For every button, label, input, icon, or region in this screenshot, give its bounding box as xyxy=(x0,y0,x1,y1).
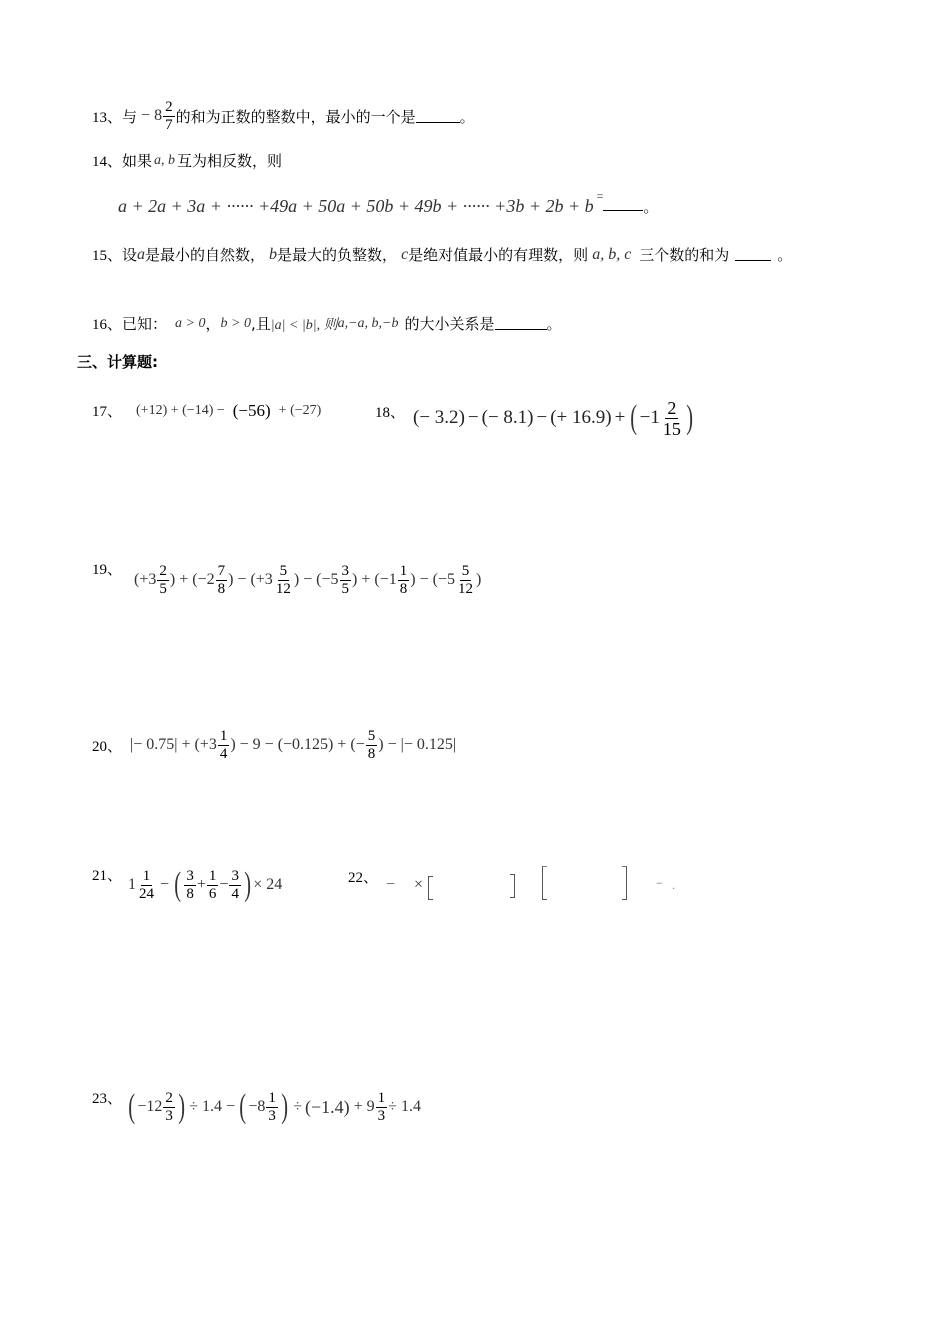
question-number: 21、 xyxy=(92,868,123,884)
section-title: 三、计算题: xyxy=(77,353,158,371)
fraction: $\frac{1}{6}$ xyxy=(208,867,217,902)
fraction: $\frac{2}{7}$ xyxy=(165,98,173,133)
question-number: 18、 xyxy=(375,405,406,421)
fraction: $\frac{2}{5}$ xyxy=(159,562,167,597)
question-number: 19、 xyxy=(92,562,123,578)
question-number: 17、 xyxy=(92,404,123,420)
question-23: 23、 ( −12 $\frac{2}{3}$ ) ÷ 1.4 − ( −8 $\frac{1}{3}$ ) ÷ (−1.4) + 9 $\frac{1}{3}$ ÷ 1.4 xyxy=(92,1088,421,1125)
question-14-expression: a + 2a + 3a + ······ +49a + 50a + 50b + 49b + ······ +3b + 2b + b = 。 xyxy=(118,189,659,216)
fraction: $\frac{2}{15}$ xyxy=(662,397,681,439)
question-number: 14、 xyxy=(92,154,123,170)
fraction: $\frac{5}{12}$ xyxy=(457,562,473,597)
question-number: 13、 xyxy=(92,109,123,126)
question-number: 22、 xyxy=(348,870,379,886)
answer-blank[interactable] xyxy=(603,202,643,211)
question-number: 23、 xyxy=(92,1091,123,1107)
fraction: $\frac{1}{4}$ xyxy=(219,727,228,762)
question-15: 15、 设 a 是最小的自然数， b 是最大的负整数， c 是绝对值最小的有理数，则 a, b, c 三个数的和为 。 xyxy=(92,245,793,264)
left-bracket xyxy=(542,866,547,900)
question-17: 17、 (+12) + (−14) − (−56) + (−27) xyxy=(92,400,322,420)
formula: a + 2a + 3a + ······ +49a + 50a + 50b + 49b + ······ +3b + 2b + b xyxy=(118,196,594,216)
answer-blank[interactable] xyxy=(416,110,460,123)
fraction: $\frac{1}{8}$ xyxy=(399,562,408,597)
question-19: 19、 (+3 $\frac{2}{5}$ ) + (−2 $\frac{7}{8}$ ) − (+3 $\frac{5}{12}$ ) − (−5 $\frac{3}{5}$ ) + (−1 $\frac{1}{8}$ ) − (−5 $\frac{5}{12}$ ) xyxy=(92,556,481,604)
question-18: 18、 ( − 3.2 ) − ( − 8.1 ) − ( + 16.9 ) + ( −1 $\frac{2}{15}$ ) xyxy=(375,397,693,439)
answer-blank[interactable] xyxy=(495,317,547,330)
fraction: $\frac{3}{8}$ xyxy=(186,867,194,902)
fraction: $\frac{5}{12}$ xyxy=(275,562,291,597)
right-bracket xyxy=(622,866,627,900)
question-14: 14、 如果 a, b 互为相反数，则 xyxy=(92,152,283,170)
fraction: $\frac{3}{4}$ xyxy=(231,867,239,902)
fraction: $\frac{7}{8}$ xyxy=(217,562,226,597)
fraction: $\frac{5}{8}$ xyxy=(367,727,376,762)
question-number: 16、 xyxy=(92,317,123,333)
left-bracket xyxy=(428,876,433,900)
fraction: $\frac{2}{3}$ xyxy=(165,1089,173,1124)
question-13: 13、 与 − 8 $\frac{2}{7}$ 的和为正数的整数中，最小的一个是 。 xyxy=(92,98,475,133)
question-21: 21、 1 $\frac{1}{24}$ − ( $\frac{3}{8}$ + $\frac{1}{6}$ − $\frac{3}{4}$ ) × 24 xyxy=(92,866,283,903)
right-bracket xyxy=(510,874,515,898)
fraction: $\frac{3}{5}$ xyxy=(341,562,350,597)
question-22: 22、 − × − . xyxy=(348,862,688,907)
question-number: 15、 xyxy=(92,248,123,264)
fraction: $\frac{1}{3}$ xyxy=(268,1089,276,1124)
fraction: $\frac{1}{3}$ xyxy=(377,1089,386,1124)
question-16: 16、 已知： a > 0 ， b > 0 ,且 |a| < |b|, 则 a,−a, b,−b 的大小关系是 。 xyxy=(92,315,562,333)
answer-blank[interactable] xyxy=(735,248,771,261)
question-20: 20、 |− 0.75| + (+3 $\frac{1}{4}$ ) − 9 − (−0.125) + (− $\frac{5}{8}$ ) − |− 0.125| xyxy=(92,727,457,762)
fraction: $\frac{1}{24}$ xyxy=(139,867,155,902)
question-number: 20、 xyxy=(92,738,123,755)
